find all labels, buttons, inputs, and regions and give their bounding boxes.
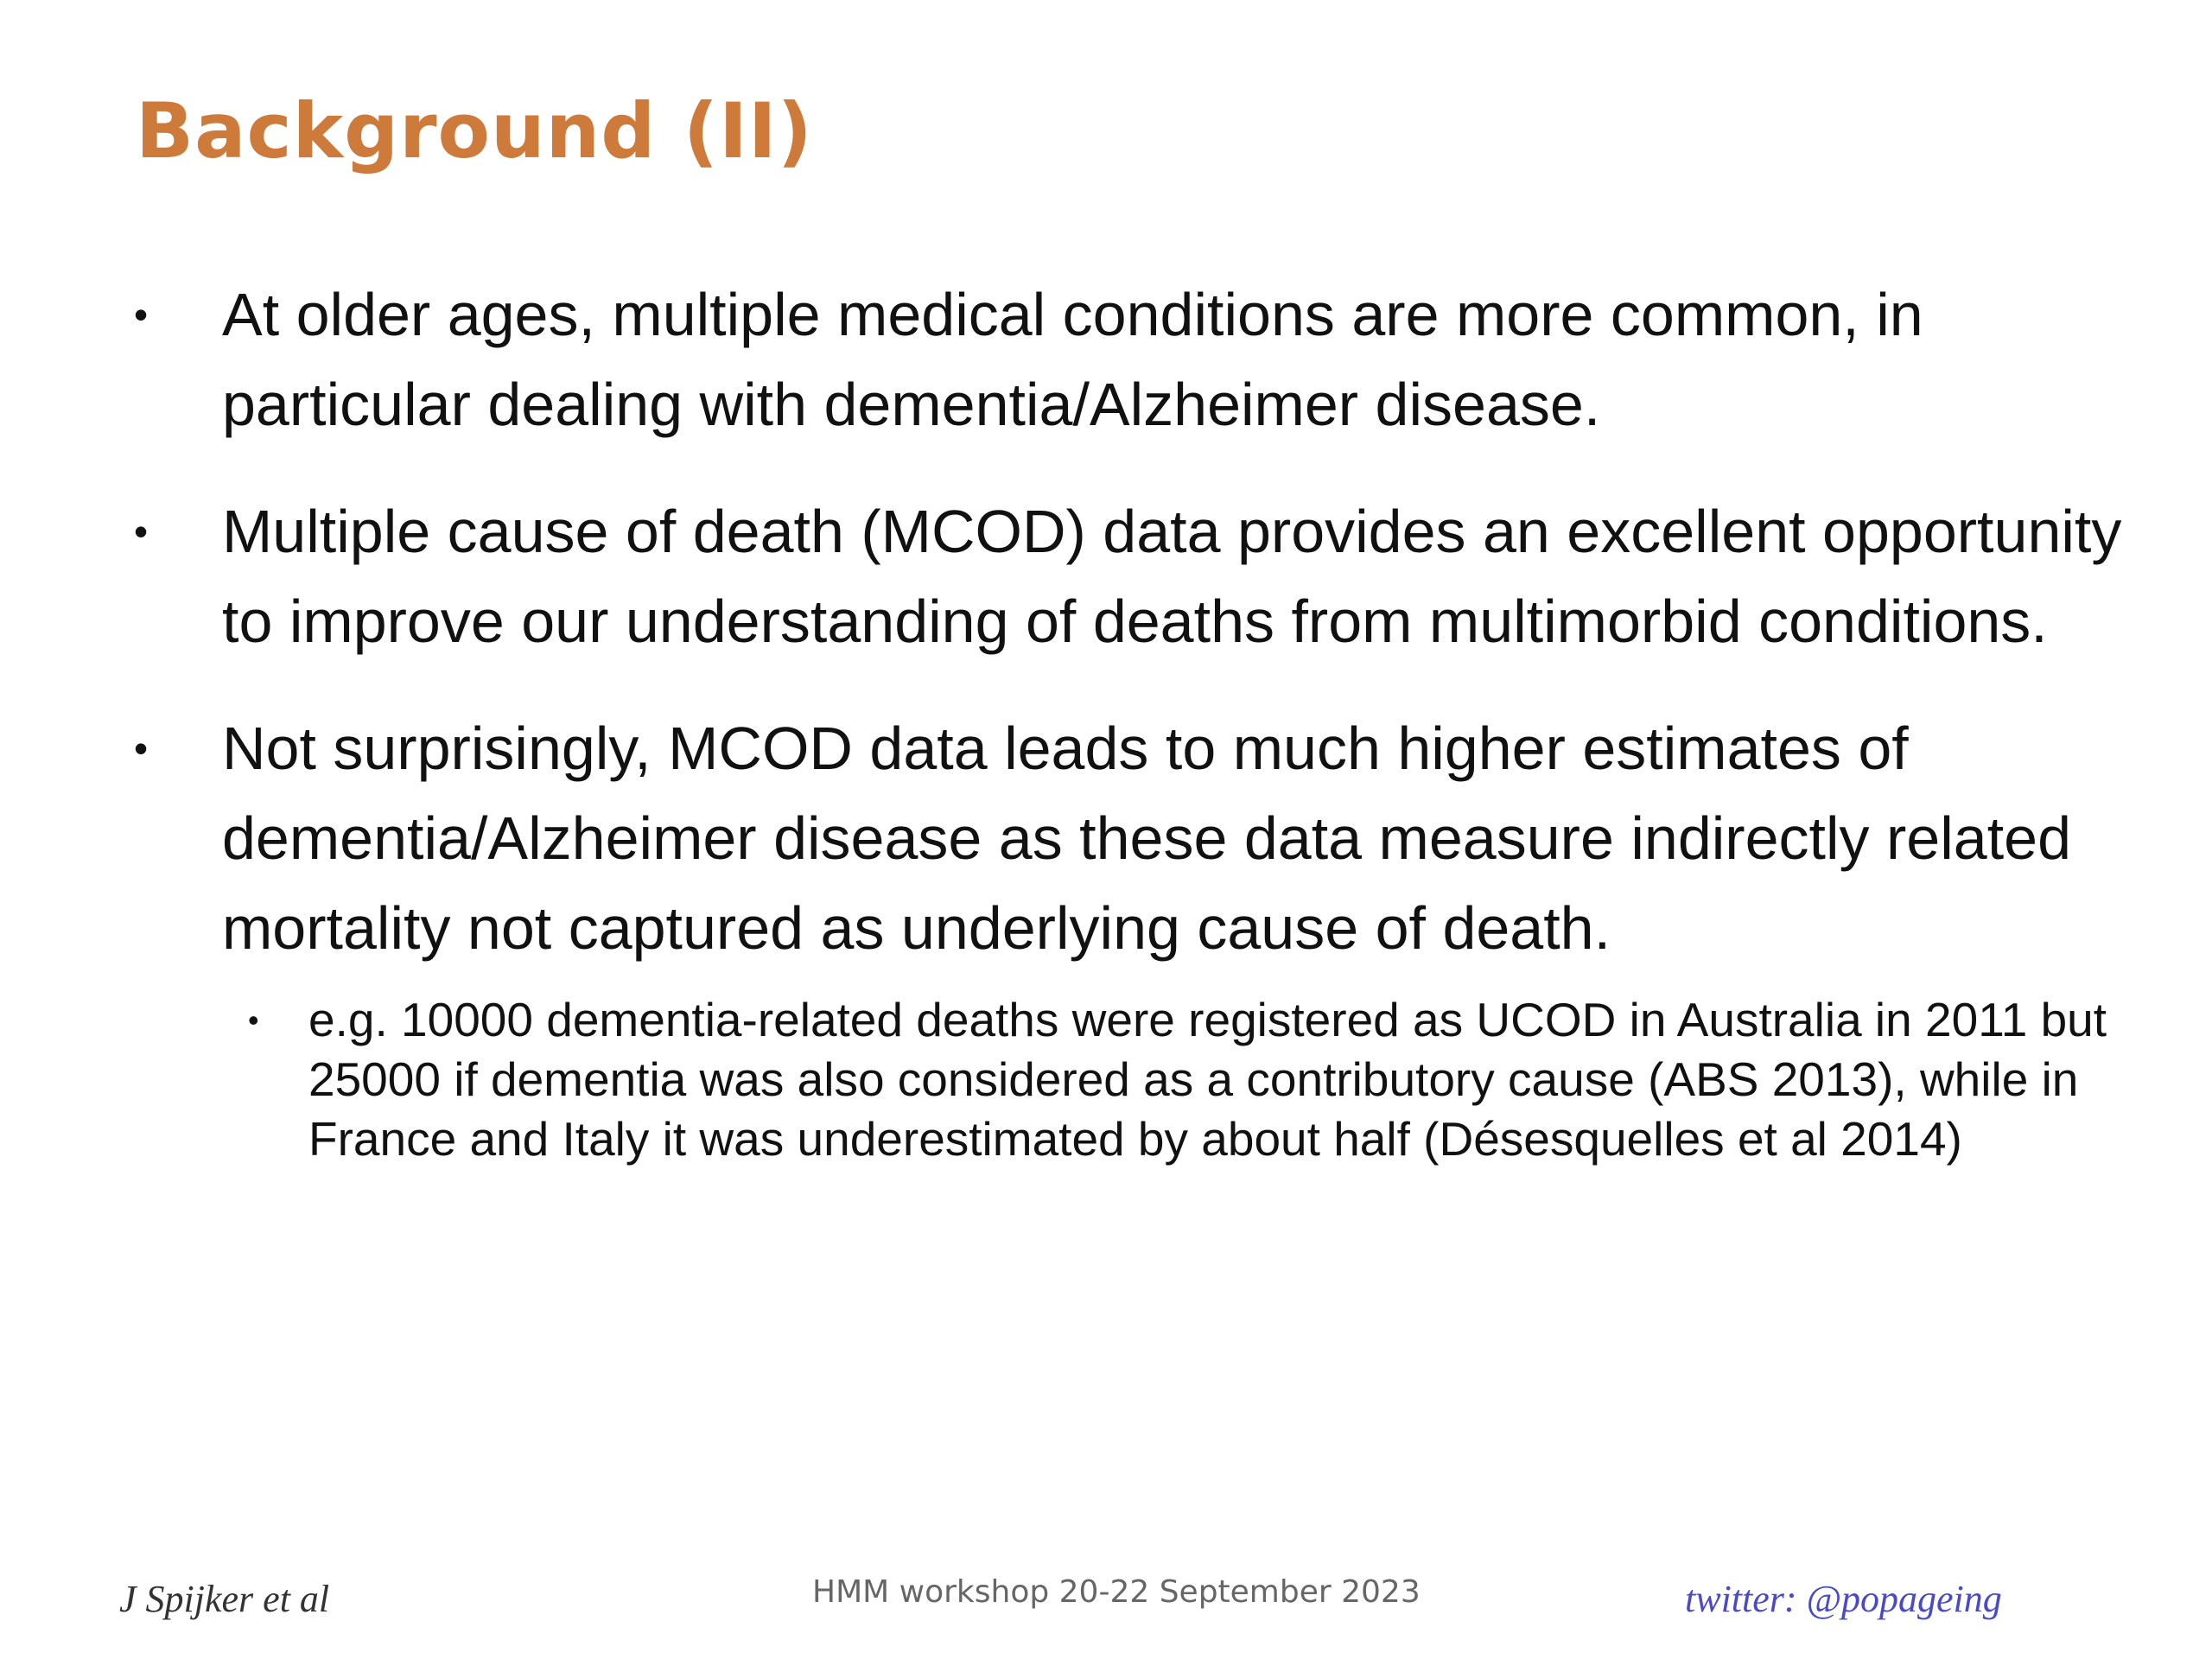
footer-twitter-handle: twitter: @popageing <box>1685 1578 2002 1620</box>
bullet-marker: • <box>134 726 149 771</box>
sub-bullet-list <box>222 990 2130 1169</box>
bullet-item <box>134 270 2130 449</box>
bullet-list <box>134 270 2130 1206</box>
bullet-text: At older ages, multiple medical conditions are more common, in particular dealing with dementia/Alzheimer disease. <box>222 281 1923 438</box>
footer-event: HMM workshop 20-22 September 2023 <box>812 1574 1421 1610</box>
sub-bullet-text: e.g. 10000 dementia-related deaths were registered as UCOD in Australia in 2011 but 25000 if dementia was also considered as a contributory cause (ABS 2013), while in France and Italy it was underestimated by about half (Désesquelles et al 2014) <box>308 993 2107 1166</box>
bullet-item <box>134 486 2130 666</box>
sub-bullet-marker: • <box>248 1002 259 1038</box>
bullet-text: Multiple cause of death (MCOD) data provides an excellent opportunity to improve our understanding of deaths from multimorbid conditions. <box>222 498 2122 655</box>
bullet-text: Not surprisingly, MCOD data leads to much higher estimates of dementia/Alzheimer disease as these data measure indirectly related mortality not captured as underlying cause of death. <box>222 715 2072 962</box>
bullet-marker: • <box>134 509 149 554</box>
bullet-marker: • <box>134 292 149 337</box>
sub-bullet-item <box>222 990 2130 1169</box>
footer-author: J Spijker et al <box>119 1578 330 1620</box>
bullet-item <box>134 703 2130 1169</box>
slide-title: Background (II) <box>136 86 813 175</box>
